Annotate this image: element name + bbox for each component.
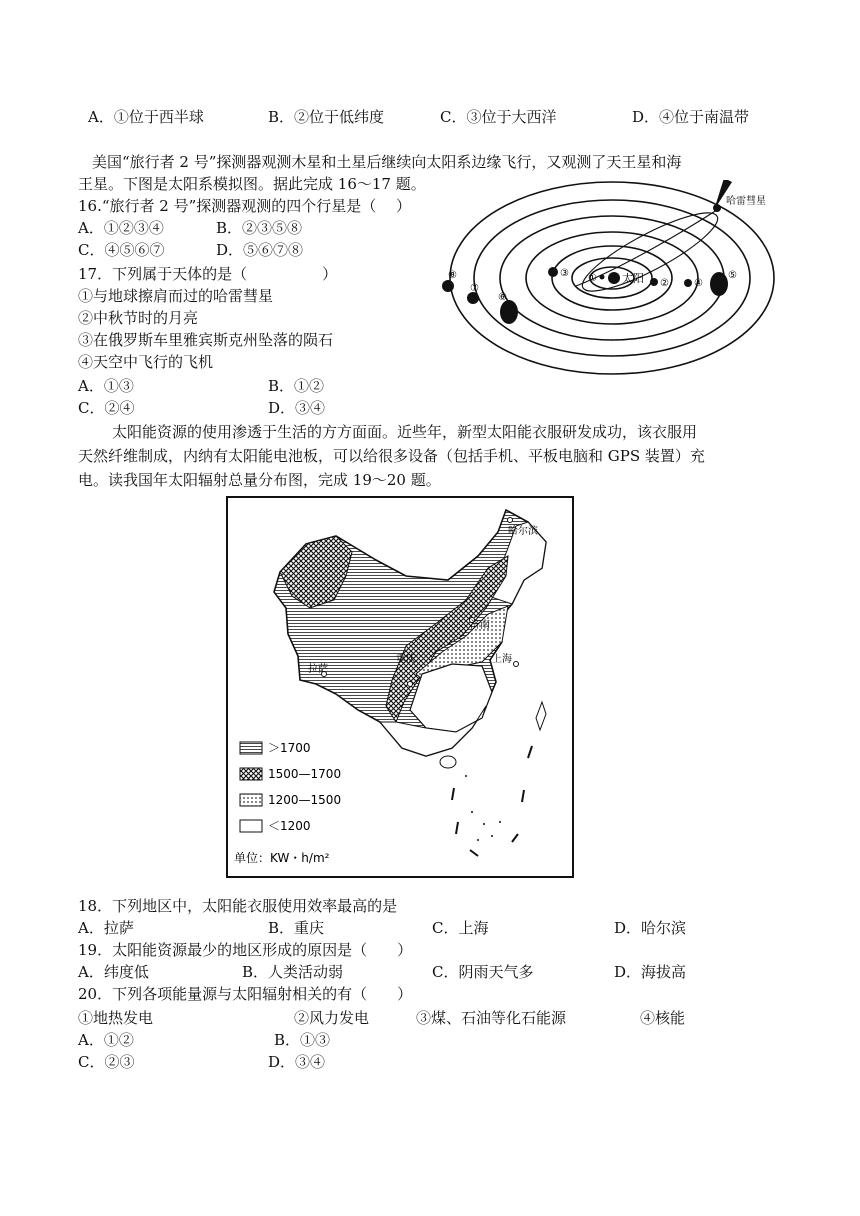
legend-unit: 单位：KW・h/m² [234,851,330,865]
comet-label: 哈雷彗星 [726,196,766,207]
chongqing-label: 重庆 [396,654,416,665]
chongqing-marker [408,682,413,687]
planet-3-label: ③ [560,268,569,279]
planet-3-icon [548,267,558,277]
planet-6-label: ⑥ [498,292,507,303]
legend-label-above-1700: ＞1700 [268,741,311,755]
q17-option-c: C．②④ [78,399,135,417]
intro-19-20-line2: 天然纤维制成，内纳有太阳能电池板，可以给很多设备（包括手机、平板电脑和 GPS 装置）充 [78,447,705,465]
legend-swatch-above-1700 [240,742,262,754]
planet-6-icon [500,300,518,324]
q20-option-c: C．②③ [78,1053,135,1071]
q15-option-b: B．②位于低纬度 [268,108,385,126]
q19-option-c: C．阴雨天气多 [432,963,534,981]
planet-2-icon [650,278,658,286]
q16-stem: 16.“旅行者 2 号”探测器观测的四个行星是（ ） [78,197,412,215]
q15-option-d: D．④位于南温带 [632,108,750,126]
q16-option-a: A．①②③④ [78,219,164,237]
planet-5-icon [710,272,728,296]
solar-system-diagram [436,180,788,382]
harbin-label: 哈尔滨 [508,526,538,537]
q18-option-a: A．拉萨 [78,919,134,937]
q15-option-c: C．③位于大西洋 [440,108,557,126]
q20-item-1: ①地热发电 [78,1009,154,1027]
intro-19-20-line1: 太阳能资源的使用渗透于生活的方方面面。近些年，新型太阳能衣服研发成功，该衣服用 [112,423,698,441]
planet-7-label: ⑦ [470,283,479,294]
planet-4-icon [684,279,692,287]
intro-16-17-line1: 美国“旅行者 2 号”探测器观测木星和土星后继续向太阳系边缘飞行，又观测了天王星和海 [92,153,682,171]
q16-option-c: C．④⑤⑥⑦ [78,241,165,259]
q17-item-2: ②中秋节时的月亮 [78,309,199,327]
q19-option-d: D．海拔高 [614,963,687,981]
legend-swatch-below-1200 [240,820,262,832]
legend-swatch-1200-1500 [240,794,262,806]
q20-item-3: ③煤、石油等化石能源 [416,1009,567,1027]
q18-option-d: D．哈尔滨 [614,919,687,937]
q17-item-4: ④天空中飞行的飞机 [78,353,214,371]
q17-option-a: A．①③ [78,377,134,395]
sun-icon [608,272,620,284]
planet-1-label: ① [588,273,597,284]
q19-option-b: B．人类活动弱 [242,963,344,981]
q18-stem: 18．下列地区中，太阳能衣服使用效率最高的是 [78,897,398,915]
legend-label-1200-1500: 1200—1500 [268,793,342,807]
planet-5-label: ⑤ [728,270,737,281]
halley-comet-icon [713,204,721,212]
q19-option-a: A．纬度低 [78,963,149,981]
q20-option-b: B．①③ [274,1031,331,1049]
q17-item-1: ①与地球擦肩而过的哈雷彗星 [78,287,274,305]
intro-16-17-line2: 王星。下图是太阳系模拟图。据此完成 16～17 题。 [78,175,426,193]
planet-8-icon [442,280,454,292]
legend-label-1500-1700: 1500—1700 [268,767,342,781]
legend-label-below-1200: ＜1200 [268,819,311,833]
q16-option-b: B．②③⑤⑧ [216,219,303,237]
q17-stem: 17．下列属于天体的是（ ） [78,265,338,283]
q17-option-b: B．①② [268,377,325,395]
planet-1-icon [600,275,605,280]
planet-8-label: ⑧ [448,270,457,281]
q17-option-d: D．③④ [268,399,326,417]
q20-item-2: ②风力发电 [294,1009,370,1027]
china-solar-radiation-map [226,496,574,878]
q18-option-c: C．上海 [432,919,489,937]
shanghai-marker [514,662,519,667]
q20-option-d: D．③④ [268,1053,326,1071]
q16-option-d: D．⑤⑥⑦⑧ [216,241,304,259]
q17-item-3: ③在俄罗斯车里雅宾斯克州坠落的陨石 [78,331,334,349]
lhasa-label: 拉萨 [308,664,328,675]
q20-item-4: ④核能 [640,1009,686,1027]
harbin-marker [508,518,513,523]
shanghai-label: 上海 [492,654,512,665]
intro-19-20-line3: 电。读我国年太阳辐射总量分布图，完成 19～20 题。 [78,471,441,489]
jinan-label: 济南 [470,620,490,631]
q18-option-b: B．重庆 [268,919,325,937]
q20-option-a: A．①② [78,1031,134,1049]
planet-4-label: ④ [694,278,703,289]
q19-stem: 19．太阳能资源最少的地区形成的原因是（ ） [78,941,413,959]
legend-swatch-1500-1700 [240,768,262,780]
q15-option-a: A．①位于西半球 [88,108,204,126]
sun-label: 太阳 [622,272,644,285]
planet-2-label: ② [660,278,669,289]
q20-stem: 20．下列各项能量源与太阳辐射相关的有（ ） [78,985,413,1003]
